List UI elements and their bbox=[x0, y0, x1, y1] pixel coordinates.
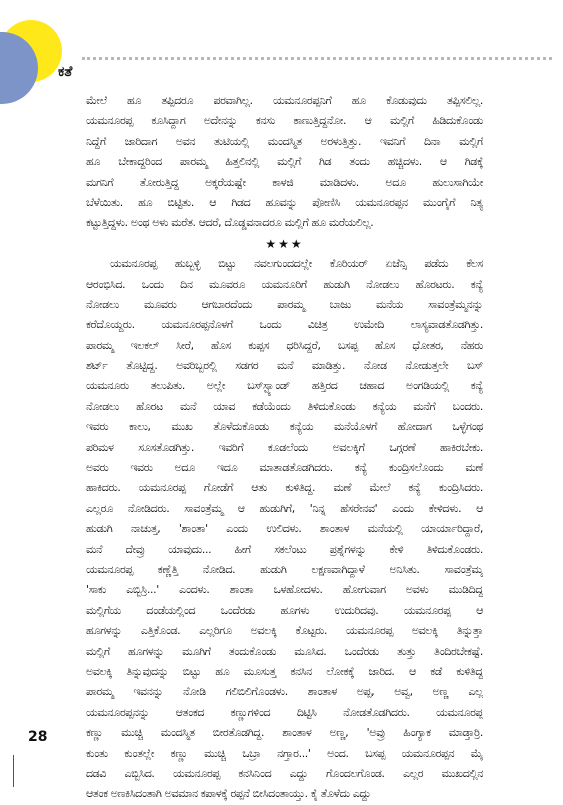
text-line: ನೋಡಲು ಹೊರಟ ಮನೆ ಯಾವ ಕಡೆಯೆಂದು ತಿಳಿದುಕೊಂಡು ಕನ್ಯೆಯ ಮನೆಗೆ ಬಂದರು. bbox=[86, 399, 483, 413]
text-line: ಮೇಲೆ ಹೂ ತಪ್ಪಿದರೂ ಪರವಾಗಿಲ್ಲ. ಯಮನೂರಪ್ಪನಿಗೆ ಹೂ ಕೊಡುವುದು ತಪ್ಪಿಸಲಿಲ್ಲ. bbox=[86, 94, 483, 107]
text-line: 'ಸಾಕು ಎಬ್ಬಿಸ್ರಿ...' ಎಂದಳು. ಶಾಂತಾ ಒಳಹೋದಳು. ಹೋಗುವಾಗ ಅವಳು ಮುಡಿದಿದ್ದ bbox=[86, 583, 483, 597]
text-line: ಪಾರಮ್ಮ ಇಲಕಲ್ ಸೀರೆ, ಹೊಸ ಕುಪ್ಪಸ ಧರಿಸಿದ್ದರೆ, ಬಸಪ್ಪ ಹೊಸ ಧೋತರ, ನೆಹರು bbox=[86, 338, 483, 352]
text-line: ಕರೆದೊಯ್ದರು. ಯಮನೂರಪ್ಪನೊಳಗೆ ಒಂದು ವಿಚಿತ್ರ ಉಮೇದಿ ಲಾಸ್ಯವಾಡತೊಡಗಿತ್ತು. bbox=[86, 318, 483, 332]
text-line: ಮಗನಿಗೆ ತೋರುತ್ತಿದ್ದ ಅಕ್ಕರೆಯಷ್ಟೇ ಕಾಳಜಿ ಮಾಡಿದಳು. ಅದೂ ಹುಲುಸಾಗಿಯೇ bbox=[86, 175, 483, 189]
section-separator: ★★★ bbox=[265, 236, 304, 251]
text-line: ಪಾರಮ್ಮ ಇವನನ್ನು ನೋಡಿ ಗಲಿಬಿಲಿಗೊಂಡಳು. ಶಾಂತಾಳ ಅಪ್ಪ, ಅವ್ವ, ಅಣ್ಣ ಎಲ್ಲ bbox=[86, 685, 483, 699]
text-line: ದಡವಿ ಎಬ್ಬಿಸಿದ. ಯಮನೂರಪ್ಪ ಕನಸಿನಿಂದ ಎದ್ದು ಗೊಂದಲಗೊಂಡ. ಎಲ್ಲರ ಮುಖದಲ್ಲಿನ bbox=[86, 766, 483, 780]
text-line: ಮಲ್ಲಿಗೆ ಹೂಗಳನ್ನು ಮೂಗಿಗೆ ತಂದುಕೊಂಡು ಮೂಸಿದ. ಒಂದೆರಡು ತುತ್ತು ತಿಂದಿರಬೇಕಷ್ಟೆ. bbox=[86, 644, 483, 658]
text-line: ಮನೆ ದೇವ್ರು ಯಾವುದು... ಹೀಗೆ ಸಕಲೆಂಟು ಪ್ರಶ್ನೆಗಳನ್ನು ಕೇಳಿ ತಿಳಿದುಕೊಂಡರು. bbox=[86, 542, 483, 556]
text-line: ಕಟ್ಟುತ್ತಿದ್ದಳು. ಅಂಥ ಅಳು ಮರೆತ. ಆದರೆ, ದೊಡ್ಡವನಾದರೂ ಮಲ್ಲಿಗೆ ಹೂ ಮರೆಯಲಿಲ್ಲ. bbox=[86, 216, 374, 230]
text-line: ನೋಡಲು ಮೂವರು ಆಗಬಾರದೆಂದು ಪಾರಮ್ಮ ಬಾಜು ಮನೆಯ ಸಾವಂತ್ರೆಮ್ಮನನ್ನು bbox=[86, 297, 483, 311]
text-line: ಯಮನೂರಪ್ಪನನ್ನು ಆತಂಕದ ಕಣ್ಣುಗಳಿಂದ ದಿಟ್ಟಿಸಿ ನೋಡತೊಡಗಿದರು. ಯಮನೂರಪ್ಪ bbox=[86, 705, 483, 719]
paragraph-1 bbox=[86, 91, 483, 234]
text-line: ಮಲ್ಲಿಗೆಯ ದಂಡೆಯಲ್ಲಿಂದ ಒಂದೆರಡು ಹೂಗಳು ಉದುರಿದವು. ಯಮನೂರಪ್ಪ ಆ bbox=[86, 603, 483, 617]
text-line: ಯಮನೂರು ತಲುಪಿತು. ಅಲ್ಲೇ ಬಸ್‌ಸ್ಟ್ಯಾಂಡ್ ಹತ್ತಿರದ ಚಹಾದ ಅಂಗಡಿಯಲ್ಲಿ ಕನ್ಯೆ bbox=[86, 379, 483, 393]
text-line: ಹುಡುಗಿ ನಾಚುತ್ತ, 'ಶಾಂತಾ' ಎಂದು ಉಲಿದಳು. ಶಾಂತಾಳ ಮನೆಯಲ್ಲಿ ಯಾರ್ಯಾರಿದ್ದಾರೆ, bbox=[86, 522, 483, 536]
text-line: ಹೂಗಳನ್ನು ಎತ್ತಿಕೊಂಡ. ಎಲ್ಲರಿಗೂ ಅವಲಕ್ಕಿ ಕೊಟ್ಟರು. ಯಮನೂರಪ್ಪ ಅವಲಕ್ಕಿ ತಿನ್ನುತ್ತಾ bbox=[86, 624, 483, 638]
header-dotted-rule bbox=[82, 57, 552, 60]
text-line: ಇವರು ಕಾಲು, ಮುಖ ತೊಳೆದುಕೊಂಡು ಕನ್ಯೆಯ ಮನೆಯೊಳಗೆ ಹೋದಾಗ ಒಳ್ಳೆಗಂಥ bbox=[86, 420, 483, 434]
text-line: ಅವಲಕ್ಕಿ ತಿನ್ನುವುದನ್ನು ಬಿಟ್ಟು ಹೂ ಮೂಸುತ್ತ ಕನಸಿನ ಲೋಕಕ್ಕೆ ಜಾರಿದ. ಆ ಕಡೆ ಕುಳಿತಿದ್ದ bbox=[86, 664, 483, 678]
text-line: ಅವರು ಇವರು ಅದೂ ಇದೂ ಮಾತಾಡತೊಡಗಿದರು. ಕನ್ಯೆ ಕುಂದ್ರಿಸಲೊಂದು ಮಣೆ bbox=[86, 461, 483, 475]
text-line: ಕುಂತು ಕುಂತಲ್ಲೇ ಕಣ್ಣು ಮುಚ್ಚಿ ಒಬ್ರಾ ನಗ್ತಾರ...' ಅಂದ. ಬಸಪ್ಪ ಯಮನೂರಪ್ಪನ ಮೈ bbox=[86, 746, 483, 760]
text-line: ಯಮನೂರಪ್ಪ ಕಣ್ಣೆತ್ತಿ ನೋಡಿದ. ಹುಡುಗಿ ಲಕ್ಷಣವಾಗಿದ್ದಾಳೆ ಅನಿಸಿತು. ಸಾವಂತ್ರೆಮ್ಮ bbox=[86, 562, 483, 576]
section-label: ಕತೆ bbox=[58, 64, 73, 80]
paragraph-2 bbox=[86, 254, 483, 805]
margin-rule bbox=[13, 755, 14, 787]
page-number: 28 bbox=[28, 729, 48, 745]
text-line: ಹಾಕಿದರು. ಯಮನೂರಪ್ಪ ಗೋಡೆಗೆ ಆತು ಕುಳಿತಿದ್ದ. ಮಣೆ ಮೇಲೆ ಕನ್ಯೆ ಕುಂದ್ರಿಸಿದರು. bbox=[86, 481, 483, 495]
text-line: ಶರ್ಟ್ ತೊಟ್ಟಿದ್ದ. ಅವರಿಬ್ಬರಲ್ಲಿ ಸಡಗರ ಮನೆ ಮಾಡಿತ್ತು. ನೋಡ ನೋಡುತ್ತಲೇ ಬಸ್ bbox=[86, 359, 483, 373]
text-line: ಆತಂಕ ಅಣಕಿಸಿದಂತಾಗಿ ಅವಮಾನ ಕಪಾಳಕ್ಕೆ ರಪ್ಪನೆ ಬೀಸಿದಂತಾಯ್ತು. ಕೈ ತೊಳೆದು ಎದ್ದು bbox=[86, 787, 371, 801]
text-line: ಬೆಳೆಯಿತು. ಹೂ ಬಿಟ್ಟಿತು. ಆ ಗಿಡದ ಹೂವನ್ನು ಪೋಣಿಸಿ ಯಮನೂರಪ್ಪನ ಮುಂಗೈಗೆ ನಿತ್ಯ bbox=[86, 195, 483, 209]
text-line: ಹೂ ಬೇಕಾದ್ದರಿಂದ ಪಾರಮ್ಮ ಹಿತ್ತಲಿನಲ್ಲಿ ಮಲ್ಲಿಗೆ ಗಿಡ ತಂದು ಹಚ್ಚಿದಳು. ಆ ಗಿಡಕ್ಕೆ bbox=[86, 155, 483, 169]
text-line: ಯಮನೂರಪ್ಪ ಹುಬ್ಬಳ್ಳಿ ಬಿಟ್ಟು ನವಲಗುಂದದಲ್ಲೇ ಕೊರಿಯರ್ ಏಜೆನ್ಸಿ ಪಡೆದು ಕೆಲಸ bbox=[110, 257, 483, 271]
text-line: ಯಮನೂರಪ್ಪ ಕೂಸಿದ್ದಾಗ ಅದೇನನ್ನು ಕನಸು ಕಾಣುತ್ತಿದ್ದನೋ. ಆ ಮಲ್ಲಿಗೆ ಹಿಡಿದುಕೊಂಡು bbox=[86, 114, 483, 128]
text-line: ಎಲ್ಲರೂ ನೋಡಿದರು. ಸಾವಂತ್ರೆಮ್ಮ ಆ ಹುಡುಗಿಗೆ, 'ನಿನ್ನ ಹೆಸರೇನವ' ಎಂದು ಕೇಳಿದಳು. ಆ bbox=[86, 501, 483, 515]
text-line: ಪರಿಮಳ ಸೂಸತೊಡಗಿತ್ತು. ಇವರಿಗೆ ಕೂಡಲೆಂದು ಅವಲಕ್ಕಿಗೆ ಒಗ್ಗರಣೆ ಹಾಕಿರಬೇಕು. bbox=[86, 440, 483, 454]
text-line: ಆರಂಭಿಸಿದ. ಒಂದು ದಿನ ಮೂವರೂ ಯಮನೂರಿಗೆ ಹುಡುಗಿ ನೋಡಲು ಹೊರಟರು. ಕನ್ಯೆ bbox=[86, 277, 483, 291]
text-line: ಕಣ್ಣು ಮುಚ್ಚಿ ಮಂದಸ್ಮಿತ ಬೀರತೊಡಗಿದ್ದ. ಶಾಂತಾಳ ಅಣ್ಣ, 'ಅವ್ರು ಹಿಂಗ್ಯಾಕ ಮಾಡ್ತಾರ್ರಿ. bbox=[86, 726, 483, 740]
story-body bbox=[86, 91, 483, 805]
text-line: ನಿದ್ದೆಗೆ ಜಾರಿದಾಗ ಅವನ ತುಟಿಯಲ್ಲಿ ಮಂದಸ್ಮಿತ ಅರಳುತ್ತಿತ್ತು. ಇವನಿಗೆ ದಿನಾ ಮಲ್ಲಿಗೆ bbox=[86, 134, 483, 148]
